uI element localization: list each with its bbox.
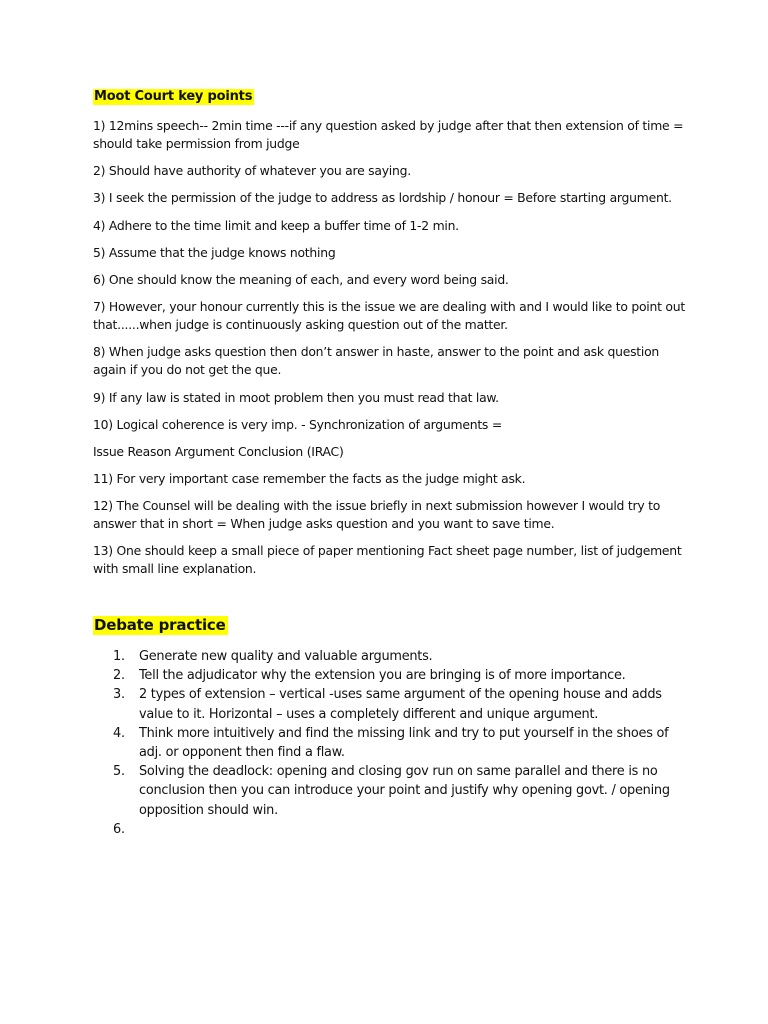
moot-point: 5) Assume that the judge knows nothing xyxy=(93,244,336,260)
list-item-number: 2. xyxy=(113,668,125,684)
moot-point: 13) One should keep a small piece of paper mentioning Fact sheet page number, list of judgement with small line explanation. xyxy=(93,543,682,577)
debate-practice-heading xyxy=(93,616,228,634)
list-item-number: 5. xyxy=(113,764,125,780)
moot-point: 11) For very important case remember the facts as the judge might ask. xyxy=(93,471,526,487)
moot-court-heading-text: Moot Court key points xyxy=(94,89,253,104)
list-item-text xyxy=(139,822,143,837)
debate-practice-heading-text: Debate practice xyxy=(94,616,226,634)
list-item xyxy=(113,666,683,685)
list-item-text: 2 types of extension – vertical -uses same argument of the opening house and adds value to it. Horizontal – uses a completely different and unique argument. xyxy=(139,687,662,722)
list-item-number: 4. xyxy=(113,725,125,741)
list-item-number: 6. xyxy=(113,821,125,837)
moot-point: 8) When judge asks question then don’t answer in haste, answer to the point and ask question again if you do not get the que. xyxy=(93,344,660,378)
moot-point: 7) However, your honour currently this is the issue we are dealing with and I would like to point out that......when judge is continuously asking question out of the matter. xyxy=(93,299,685,333)
list-item xyxy=(113,762,683,820)
debate-practice-list xyxy=(113,647,683,839)
moot-court-points xyxy=(93,117,693,588)
list-item-number: 1. xyxy=(113,649,125,664)
list-item xyxy=(113,820,683,839)
moot-court-heading xyxy=(93,89,254,104)
list-item-text: Tell the adjudicator why the extension you are bringing is of more importance. xyxy=(139,668,626,684)
moot-point: 4) Adhere to the time limit and keep a buffer time of 1-2 min. xyxy=(93,217,459,233)
moot-point: 3) I seek the permission of the judge to address as lordship / honour = Before starting argument. xyxy=(93,190,672,206)
list-item-text: Generate new quality and valuable arguments. xyxy=(139,649,433,664)
moot-point: 1) 12mins speech-- 2min time ---if any question asked by judge after that then extension of time = should take permission from judge xyxy=(93,118,684,151)
moot-point: 6) One should know the meaning of each, and every word being said. xyxy=(93,271,509,287)
moot-point: Issue Reason Argument Conclusion (IRAC) xyxy=(93,443,344,459)
list-item xyxy=(113,685,683,723)
moot-point: 9) If any law is stated in moot problem then you must read that law. xyxy=(93,389,499,405)
list-item xyxy=(113,724,683,762)
list-item-number: 3. xyxy=(113,687,125,703)
list-item xyxy=(113,647,683,666)
moot-point: 10) Logical coherence is very imp. - Synchronization of arguments = xyxy=(93,416,502,432)
list-item-text: Think more intuitively and find the missing link and try to put yourself in the shoes of adj. or opponent then find a flaw. xyxy=(139,725,669,761)
moot-point: 2) Should have authority of whatever you are saying. xyxy=(93,163,411,179)
moot-point: 12) The Counsel will be dealing with the issue briefly in next submission however I would try to answer that in short = When judge asks question and you want to save time. xyxy=(93,498,661,532)
list-item-text: Solving the deadlock: opening and closing gov run on same parallel and there is no conclusion then you can introduce your point and justify why opening govt. / opening opposition should win. xyxy=(139,764,670,818)
